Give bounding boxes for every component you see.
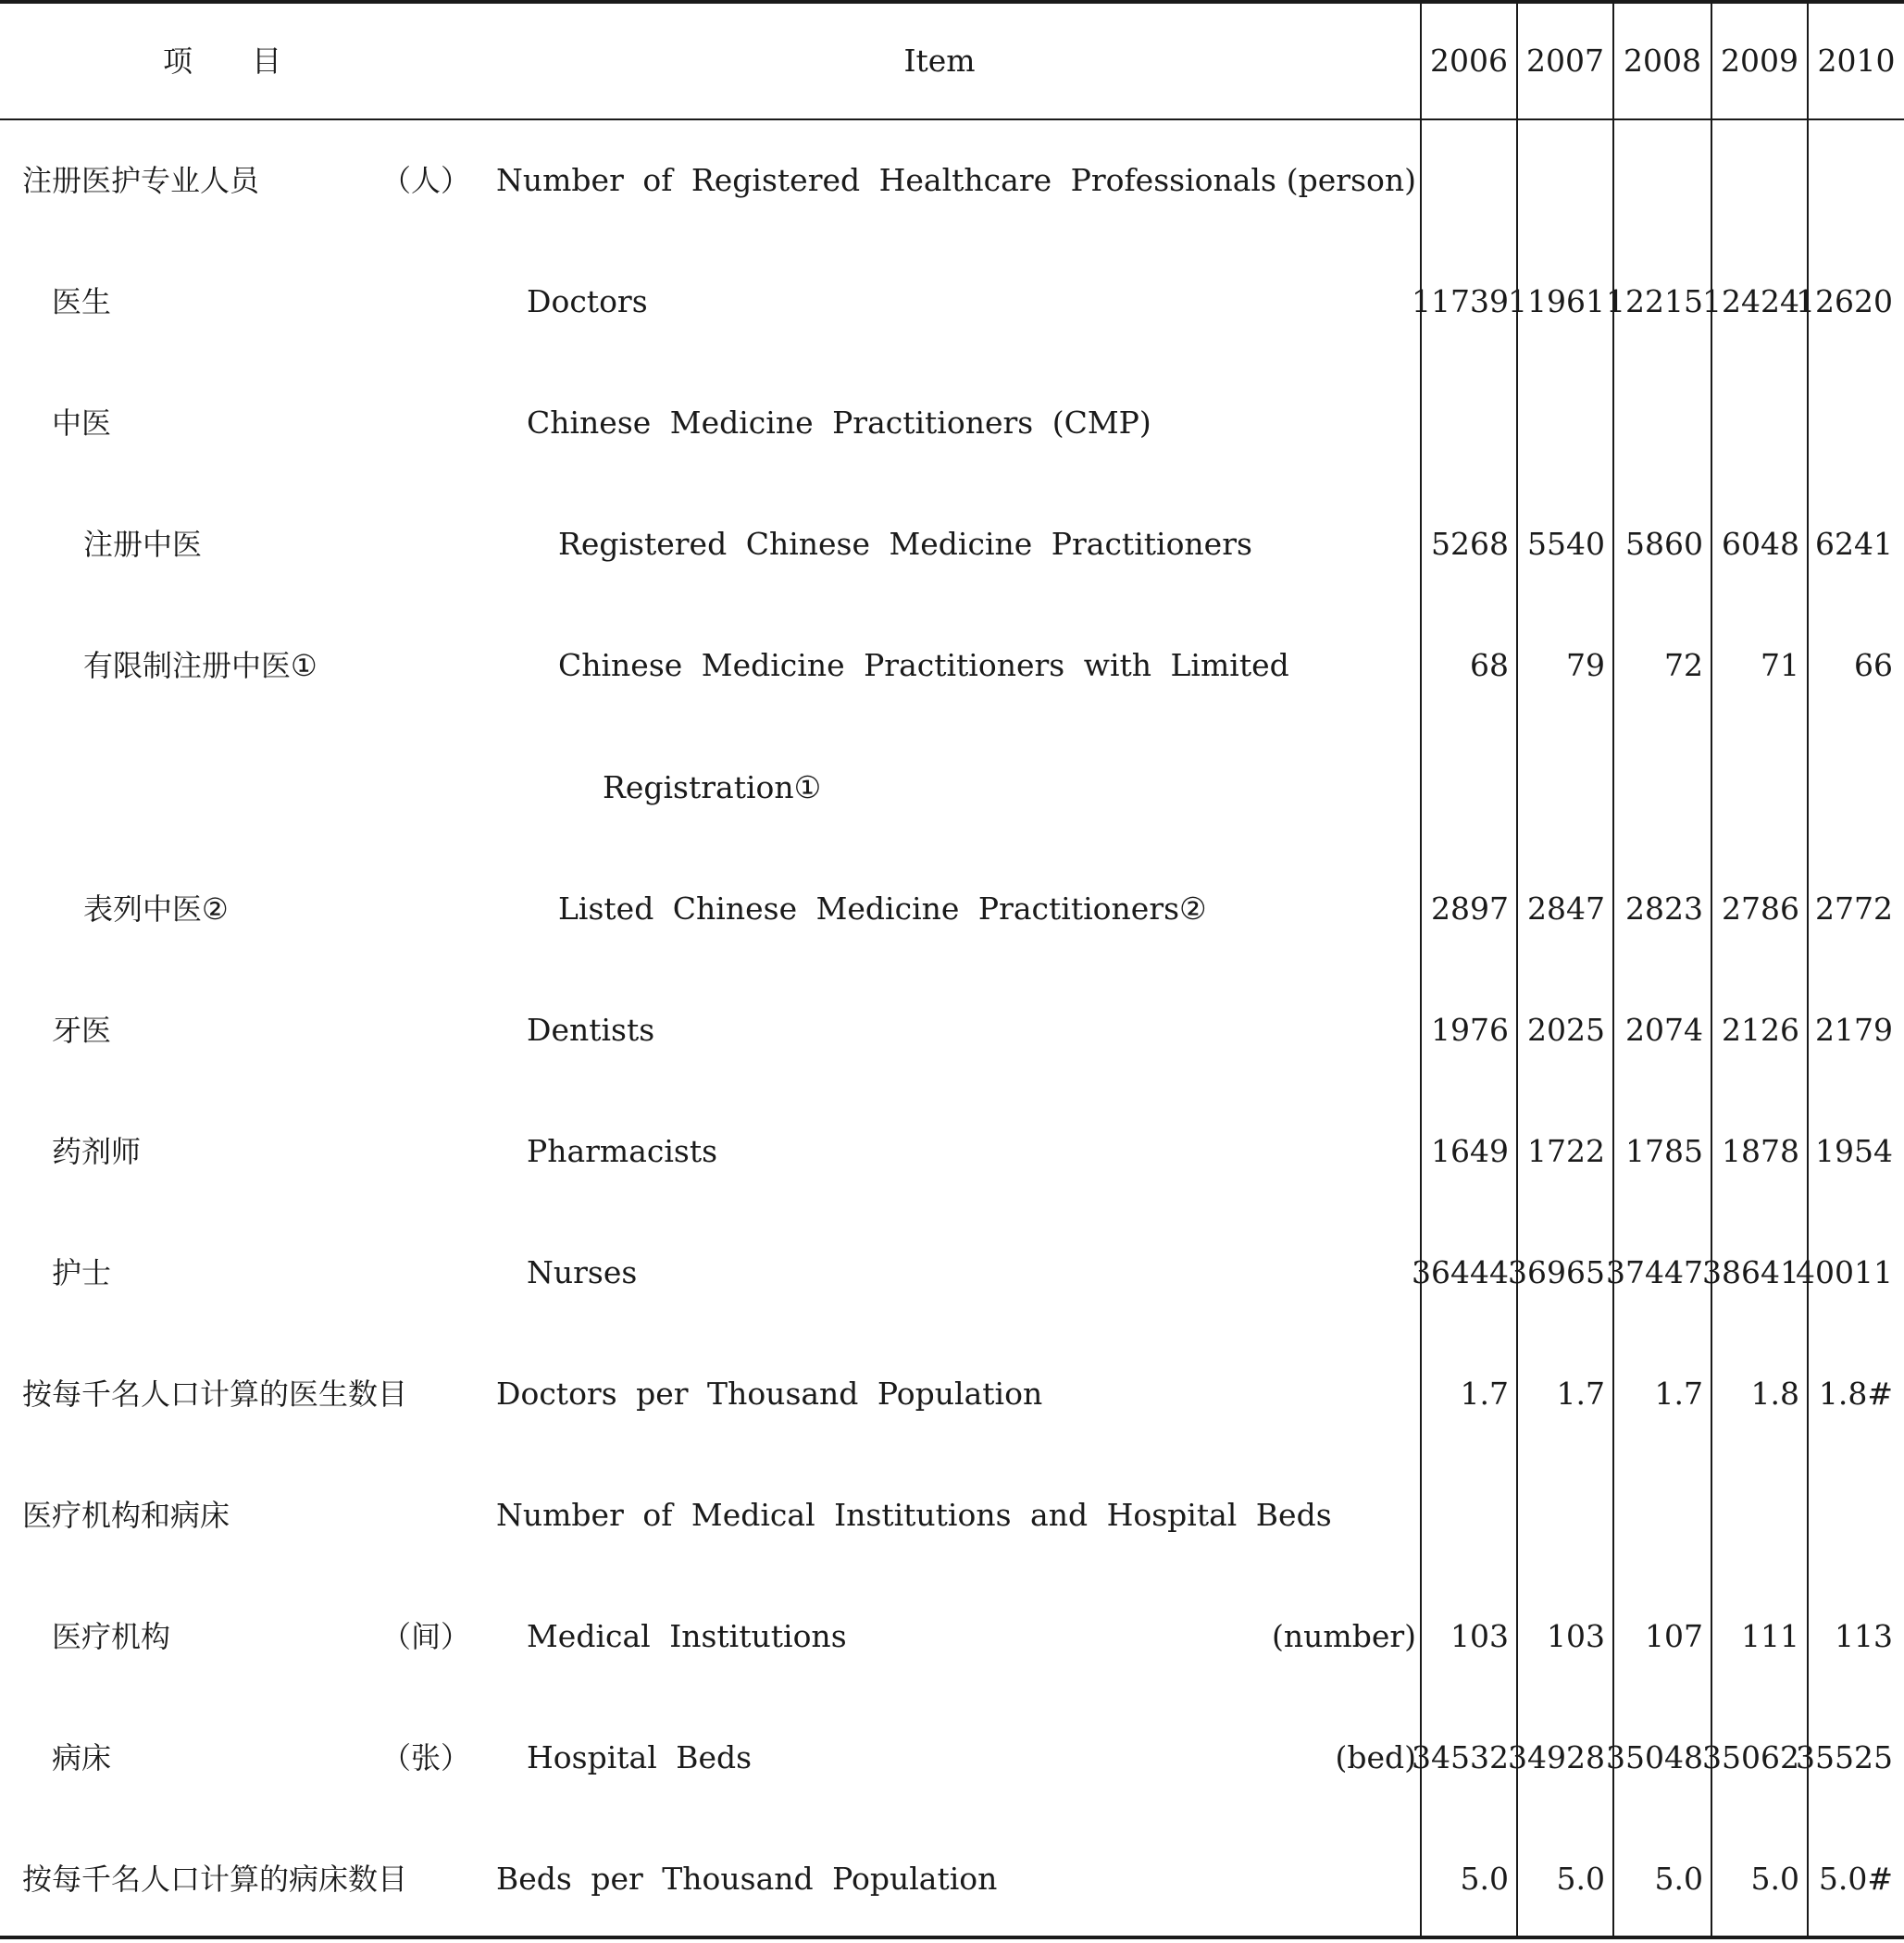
row-label-en: Number of Medical Institutions and Hospital Beds: [496, 1497, 1332, 1533]
header-year: 2007: [1526, 43, 1604, 79]
table-cell-value: 12620: [1796, 283, 1893, 319]
header-year: 2010: [1817, 43, 1896, 79]
table-cell-value: 1878: [1722, 1133, 1799, 1169]
header-item-en: Item: [903, 43, 976, 79]
table-cell-value: 2074: [1625, 1012, 1703, 1048]
row-label-en: Doctors: [527, 283, 648, 319]
row-unit-en: (bed): [1335, 1739, 1416, 1775]
table-bottom-rule: [0, 1936, 1904, 1939]
row-label-en: Registration①: [603, 769, 822, 805]
header-bottom-rule: [0, 118, 1904, 120]
table-cell-value: 68: [1470, 647, 1509, 683]
table-cell-value: 72: [1664, 647, 1703, 683]
header-item-cn: 项 目: [162, 44, 281, 79]
table-cell-value: 5.0: [1460, 1861, 1509, 1897]
row-label-en: Hospital Beds: [527, 1739, 753, 1775]
table-cell-value: 5268: [1431, 526, 1509, 562]
table-cell-value: 113: [1835, 1618, 1893, 1654]
row-label-cn: 按每千名人口计算的病床数目: [22, 1862, 408, 1897]
row-label-en: Beds per Thousand Population: [496, 1861, 998, 1897]
table-cell-value: 103: [1450, 1618, 1509, 1654]
table-cell-value: 1.7: [1460, 1376, 1509, 1412]
row-label-en: Pharmacists: [527, 1133, 718, 1169]
row-label-cn: 表列中医②: [83, 891, 229, 927]
row-label-cn: 药剂师: [52, 1134, 142, 1169]
table-cell-value: 66: [1854, 647, 1893, 683]
row-unit-en: (number): [1272, 1618, 1416, 1654]
table-cell-value: 35062: [1702, 1739, 1799, 1775]
header-year: 2008: [1624, 43, 1701, 79]
table-cell-value: 2786: [1722, 891, 1799, 927]
table-cell-value: 34928: [1508, 1739, 1605, 1775]
row-label-en: Chinese Medicine Practitioners with Limited: [558, 647, 1289, 683]
table-cell-value: 2025: [1527, 1012, 1605, 1048]
table-cell-value: 1649: [1431, 1133, 1509, 1169]
table-cell-value: 35525: [1796, 1739, 1893, 1775]
table-cell-value: 2897: [1431, 891, 1509, 927]
table-cell-value: 1976: [1431, 1012, 1509, 1048]
table-cell-value: 12215: [1606, 283, 1703, 319]
row-label-en: Listed Chinese Medicine Practitioners②: [558, 891, 1207, 927]
row-label-en: Registered Chinese Medicine Practitioners: [558, 526, 1252, 562]
table-cell-value: 12424: [1702, 283, 1799, 319]
table-cell-value: 71: [1761, 647, 1799, 683]
table-cell-value: 2823: [1625, 891, 1703, 927]
row-label-cn: 牙医: [52, 1013, 112, 1048]
row-unit-cn: （人）: [381, 163, 471, 198]
table-cell-value: 36444: [1412, 1254, 1509, 1290]
row-label-en: Number of Registered Healthcare Professionals: [496, 162, 1276, 198]
row-label-cn: 医生: [52, 284, 112, 319]
row-label-en: Medical Institutions: [527, 1618, 847, 1654]
table-cell-value: 36965: [1508, 1254, 1605, 1290]
table-cell-value: 1785: [1625, 1133, 1703, 1169]
row-unit-en: (person): [1286, 162, 1416, 198]
row-label-cn: 有限制注册中医①: [83, 648, 317, 683]
table-cell-value: 1.8: [1750, 1376, 1799, 1412]
row-label-cn: 医疗机构和病床: [22, 1498, 230, 1533]
row-label-cn: 注册医护专业人员: [22, 163, 260, 198]
table-cell-value: 103: [1547, 1618, 1605, 1654]
table-cell-value: 79: [1566, 647, 1605, 683]
row-label-cn: 病床: [52, 1740, 112, 1775]
table-cell-value: 1722: [1527, 1133, 1605, 1169]
row-unit-cn: （间）: [381, 1619, 471, 1654]
table-cell-value: 5540: [1527, 526, 1605, 562]
table-cell-value: 35048: [1606, 1739, 1703, 1775]
row-label-en: Dentists: [527, 1012, 655, 1048]
table-cell-value: 5.0: [1556, 1861, 1605, 1897]
table-cell-value: 34532: [1412, 1739, 1509, 1775]
row-label-cn: 中医: [52, 405, 112, 441]
table-cell-value: 2772: [1815, 891, 1893, 927]
table-cell-value: 2126: [1722, 1012, 1799, 1048]
table-cell-value: 2179: [1815, 1012, 1893, 1048]
row-label-en: Nurses: [527, 1254, 638, 1290]
table-cell-value: 1954: [1815, 1133, 1893, 1169]
table-cell-value: 111: [1741, 1618, 1799, 1654]
table-cell-value: 38641: [1702, 1254, 1799, 1290]
table-cell-value: 11739: [1412, 283, 1509, 319]
table-cell-value: 6048: [1722, 526, 1799, 562]
table-cell-value: 2847: [1527, 891, 1605, 927]
row-label-cn: 护士: [52, 1255, 112, 1290]
table-cell-value: 1.7: [1654, 1376, 1703, 1412]
row-unit-cn: （张）: [381, 1740, 471, 1775]
table-cell-value: 107: [1645, 1618, 1703, 1654]
header-year: 2006: [1430, 43, 1508, 79]
table-cell-value: 11961: [1508, 283, 1605, 319]
table-cell-value: 5.0: [1750, 1861, 1799, 1897]
table-cell-value: 5.0: [1654, 1861, 1703, 1897]
table-cell-value: 37447: [1606, 1254, 1703, 1290]
row-label-cn: 按每千名人口计算的医生数目: [22, 1376, 408, 1412]
table-top-rule: [0, 0, 1904, 4]
header-year: 2009: [1721, 43, 1798, 79]
row-label-en: Chinese Medicine Practitioners (CMP): [527, 405, 1151, 441]
table-cell-value: 6241: [1815, 526, 1893, 562]
table-cell-value: 5860: [1625, 526, 1703, 562]
row-label-cn: 医疗机构: [52, 1619, 171, 1654]
row-label-cn: 注册中医: [83, 527, 203, 562]
table-cell-value: 1.8#: [1818, 1376, 1893, 1412]
table-cell-value: 5.0#: [1818, 1861, 1893, 1897]
row-label-en: Doctors per Thousand Population: [496, 1376, 1043, 1412]
table-cell-value: 40011: [1796, 1254, 1893, 1290]
table-cell-value: 1.7: [1556, 1376, 1605, 1412]
